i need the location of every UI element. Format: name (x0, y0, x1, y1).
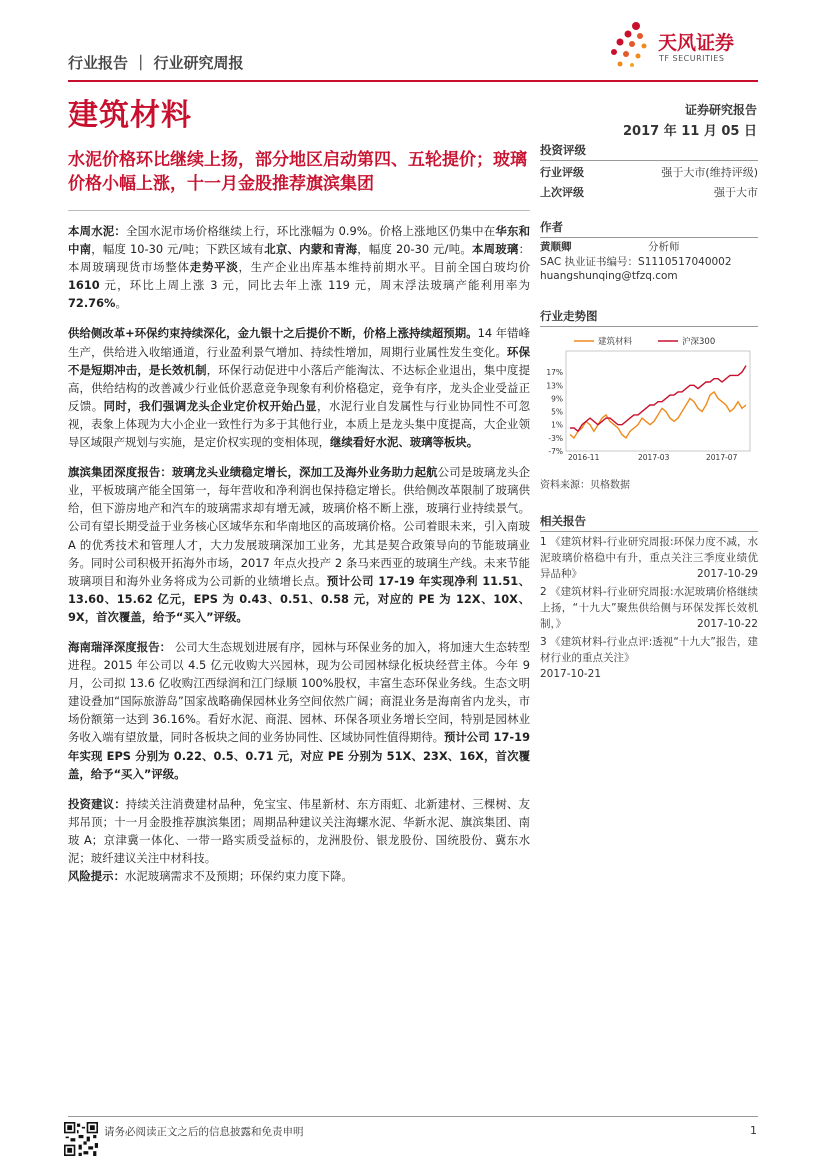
footer-disclaimer: 请务必阅读正文之后的信息披露和免责申明 (104, 1126, 304, 1138)
x-tick-label: 2016-11 (568, 452, 600, 462)
bold-text: 预计公司 17-19 年实现净利 11.51、13.60、15.62 亿元，EPS 为 0.43、0.51、0.58 元，对应的 PE 为 12X、10X、9X，首次覆盖，给予“买入”评级。 (68, 573, 530, 624)
y-tick-label: 17% (546, 367, 563, 377)
logo-name-cn: 天风证券 (658, 32, 735, 54)
y-tick-label: -7% (548, 446, 563, 456)
report-type: 行业报告 ｜ 行业研究周报 (68, 54, 244, 72)
text: ：本周玻璃现货市场整体 (68, 242, 530, 275)
legend-label: 沪深300 (682, 336, 716, 347)
footer-divider (68, 1116, 758, 1117)
related-report-date: 2017-10-21 (540, 667, 602, 680)
company-logo (606, 20, 766, 72)
lead-advice: 投资建议： (68, 796, 126, 811)
text: 公司大生态规划进展有序，园林与环保业务的加入，将加速大生态转型进程。2015 年公司以 4.5 亿元收购大兴园林，现为公司园林绿化板块经营主体。今年 9 月，公司拟 13.6 亿收购江西绿润和江门绿顺 100%股权，丰富生态环保业务线。生态文明建设叠加“国际旅游岛”国家战略确保园林业务空间依然广阔；商混业务是海南省内龙头，市场份额第一达到 36.16%。看好水泥、商混、园林、环保各项业务增长空间，特别是园林业务收入端有望放量，同时各板块之间的业务协同性、区域协同性值得期待。 (68, 639, 530, 745)
report-date: 2017 年 11 月 05 日 (623, 124, 757, 139)
related-report-title: 2 《建筑材料-行业研究周报:水泥玻璃价格继续上扬，“十九大”聚焦供给侧与环保发挥长效机制，》 (540, 585, 758, 630)
text: 元，环比上周上涨 3 元，同比去年上涨 119 元，周末浮法玻璃产能利用率为 (99, 278, 530, 293)
bold-text: 继续看好水泥、玻璃等板块。 (330, 435, 479, 450)
text: 全国水泥市场价格继续上行，环比涨幅为 0.9%。价格上涨地区仍集中在 (126, 224, 496, 238)
lead-qibin: 旗滨集团深度报告：玻璃龙头业绩稳定增长，深加工及海外业务助力起航 (68, 465, 438, 480)
headline-divider (68, 210, 530, 211)
trend-chart (540, 329, 758, 469)
text: ，幅度 10-30 元/吨；下跌区域有 (91, 242, 265, 257)
headline: 水泥价格环比继续上扬，部分地区启动第四、五轮提价；玻璃价格小幅上涨，十一月金股推荐旗滨集团 (68, 150, 527, 194)
paragraph-qibin (68, 463, 530, 626)
report-body (68, 222, 530, 897)
x-tick-label: 2017-07 (706, 452, 738, 462)
rating-row (540, 183, 758, 203)
text: ，生产企业出库基本维持前期水平。目前全国白玻均价 (238, 260, 530, 275)
rating-key: 行业评级 (540, 166, 584, 179)
report-kind: 证券研究报告 (684, 103, 757, 117)
series-line-0 (570, 391, 746, 437)
author-title: 作者 (540, 217, 758, 238)
analyst-cert: SAC 执业证书编号：S1110517040002 (540, 255, 732, 268)
paragraph-cement-glass (68, 222, 530, 312)
sector-title: 建筑材料 (68, 98, 192, 133)
related-report-title: 1 《建筑材料-行业研究周报:环保力度不减，水泥玻璃价格稳中有升，重点关注三季度业绩优异品种》 (540, 535, 758, 580)
y-tick-label: 9% (551, 393, 563, 403)
related-reports (540, 511, 758, 682)
bold-text: 预计公司 17-19 年实现 EPS 分别为 0.22、0.5、0.71 元，对应 PE 分别为 51X、23X、16X，首次覆盖，给予“买入”评级。 (68, 730, 530, 781)
text: ，水泥行业自发属性与行业协同性不可忽视，表象上体现为大小企业一致性行为多于其他行业，本质上是龙头集中度提高，大企业领导区域限产规划与实施，是定价权实现的变相体现， (68, 398, 530, 450)
related-title: 相关报告 (540, 511, 758, 532)
trend-chart-section (540, 306, 758, 491)
qr-code-icon (64, 1122, 98, 1156)
related-report-title: 3 《建筑材料-行业点评:透视“十九大”报告，建材行业的重点关注》 (540, 635, 758, 664)
bold-text: 1610 (68, 278, 100, 293)
rating-value: 强于大市 (714, 186, 758, 199)
paragraph-ruize (68, 638, 530, 783)
bold-text: 环保不是短期冲击，是长效机制 (68, 344, 530, 377)
text: 持续关注消费建材品种，免宝宝、伟星新材、东方雨虹、北新建材、三棵树、友邦吊顶；十一月金股推荐旗滨集团；周期品种建议关注海螺水泥、华新水泥、旗滨集团、南玻 A；京津冀一体化、一带一路实质受益标的，龙洲股份、银龙股份、国统股份、冀东水泥；玻纤建议关注中材科技。 (68, 796, 530, 865)
rating-title: 投资评级 (540, 140, 758, 161)
related-report-item[interactable] (540, 584, 758, 632)
analyst-line (540, 240, 758, 255)
related-report-date: 2017-10-22 (696, 617, 758, 630)
bold-text: 72.76% (68, 296, 116, 311)
lead-glass: 本周玻璃 (472, 242, 519, 257)
y-tick-label: 13% (546, 380, 563, 390)
rating-value: 强于大市(维持评级) (661, 166, 758, 179)
lead-ruize: 海南瑞泽深度报告： (68, 639, 172, 654)
related-report-item[interactable] (540, 634, 758, 682)
bold-text: 同时，我们强调龙头企业定价权开始凸显 (103, 398, 318, 413)
lead-risk: 风险提示： (68, 869, 125, 884)
page-number: 1 (750, 1124, 757, 1137)
header-divider (68, 80, 758, 82)
logo-dots-icon (606, 20, 654, 70)
text: ，环保行动促进中小落后产能淘汰、不达标企业退出，集中度提高，供给结构的改善减少行业低价恶意竞争现象有利价格稳定，竞争有序，龙头企业受益正反馈。 (68, 362, 530, 413)
text: 公司是玻璃龙头企业，平板玻璃产能全国第一，每年营收和净利润也保持稳定增长。供给侧改革限制了玻璃供给，但下游房地产和汽车的玻璃需求却有增无减，玻璃价格不断上涨，玻璃行业持续景气。公司有望长期受益于业务核心区域华东和华南地区的高玻璃价格。公司着眼未来，引入南玻 A 的优秀技术和管理人才，大力发展玻璃深加工业务，尤其是契合政策导向的节能玻璃业务。同时公司积极开拓海外市场，2017 年点火投产 2 条马来西亚的玻璃生产线。未来节能玻璃项目和海外业务将成为公司新的业绩增长点。 (68, 465, 530, 588)
bold-text: 北京、内蒙和青海 (264, 242, 358, 257)
y-tick-label: 5% (551, 407, 563, 417)
analyst-email[interactable]: huangshunqing@tfzq.com (540, 270, 678, 282)
analyst-role: 分析师 (648, 241, 680, 253)
trend-title: 行业走势图 (540, 306, 758, 327)
text: ，幅度 20-30 元/吨。 (357, 242, 473, 257)
text: 水泥玻璃需求不及预期；环保约束力度下降。 (124, 869, 353, 884)
y-tick-label: 1% (551, 420, 563, 430)
y-tick-label: -3% (548, 433, 563, 443)
bold-text: 走势平淡 (189, 260, 239, 275)
legend-label: 建筑材料 (598, 336, 633, 347)
related-report-date: 2017-10-29 (696, 567, 758, 580)
analyst-name: 黄顺卿 (540, 241, 572, 253)
text: 。 (115, 296, 127, 311)
text: 14 年错峰生产，供给进入收缩通道，行业盈利景气增加、持续性增加，周期行业属性发生变化。 (68, 326, 530, 359)
rating-row (540, 163, 758, 183)
bold-text: 华东和中南 (68, 224, 530, 257)
sidebar (540, 140, 758, 682)
lead-supply-side: 供给侧改革+环保约束持续深化，金九银十之后提价不断，价格上涨持续超预期。 (68, 326, 478, 341)
author-section (540, 217, 758, 284)
paragraph-supply-side (68, 324, 530, 451)
related-report-item[interactable] (540, 534, 758, 582)
chart-source: 资料来源：贝格数据 (540, 479, 630, 491)
logo-name-en: TF SECURITIES (659, 54, 725, 63)
lead-cement: 本周水泥： (68, 224, 126, 238)
series-line-1 (570, 365, 746, 431)
rating-key: 上次评级 (540, 186, 584, 199)
paragraph-advice (68, 795, 530, 885)
x-tick-label: 2017-03 (638, 452, 670, 462)
